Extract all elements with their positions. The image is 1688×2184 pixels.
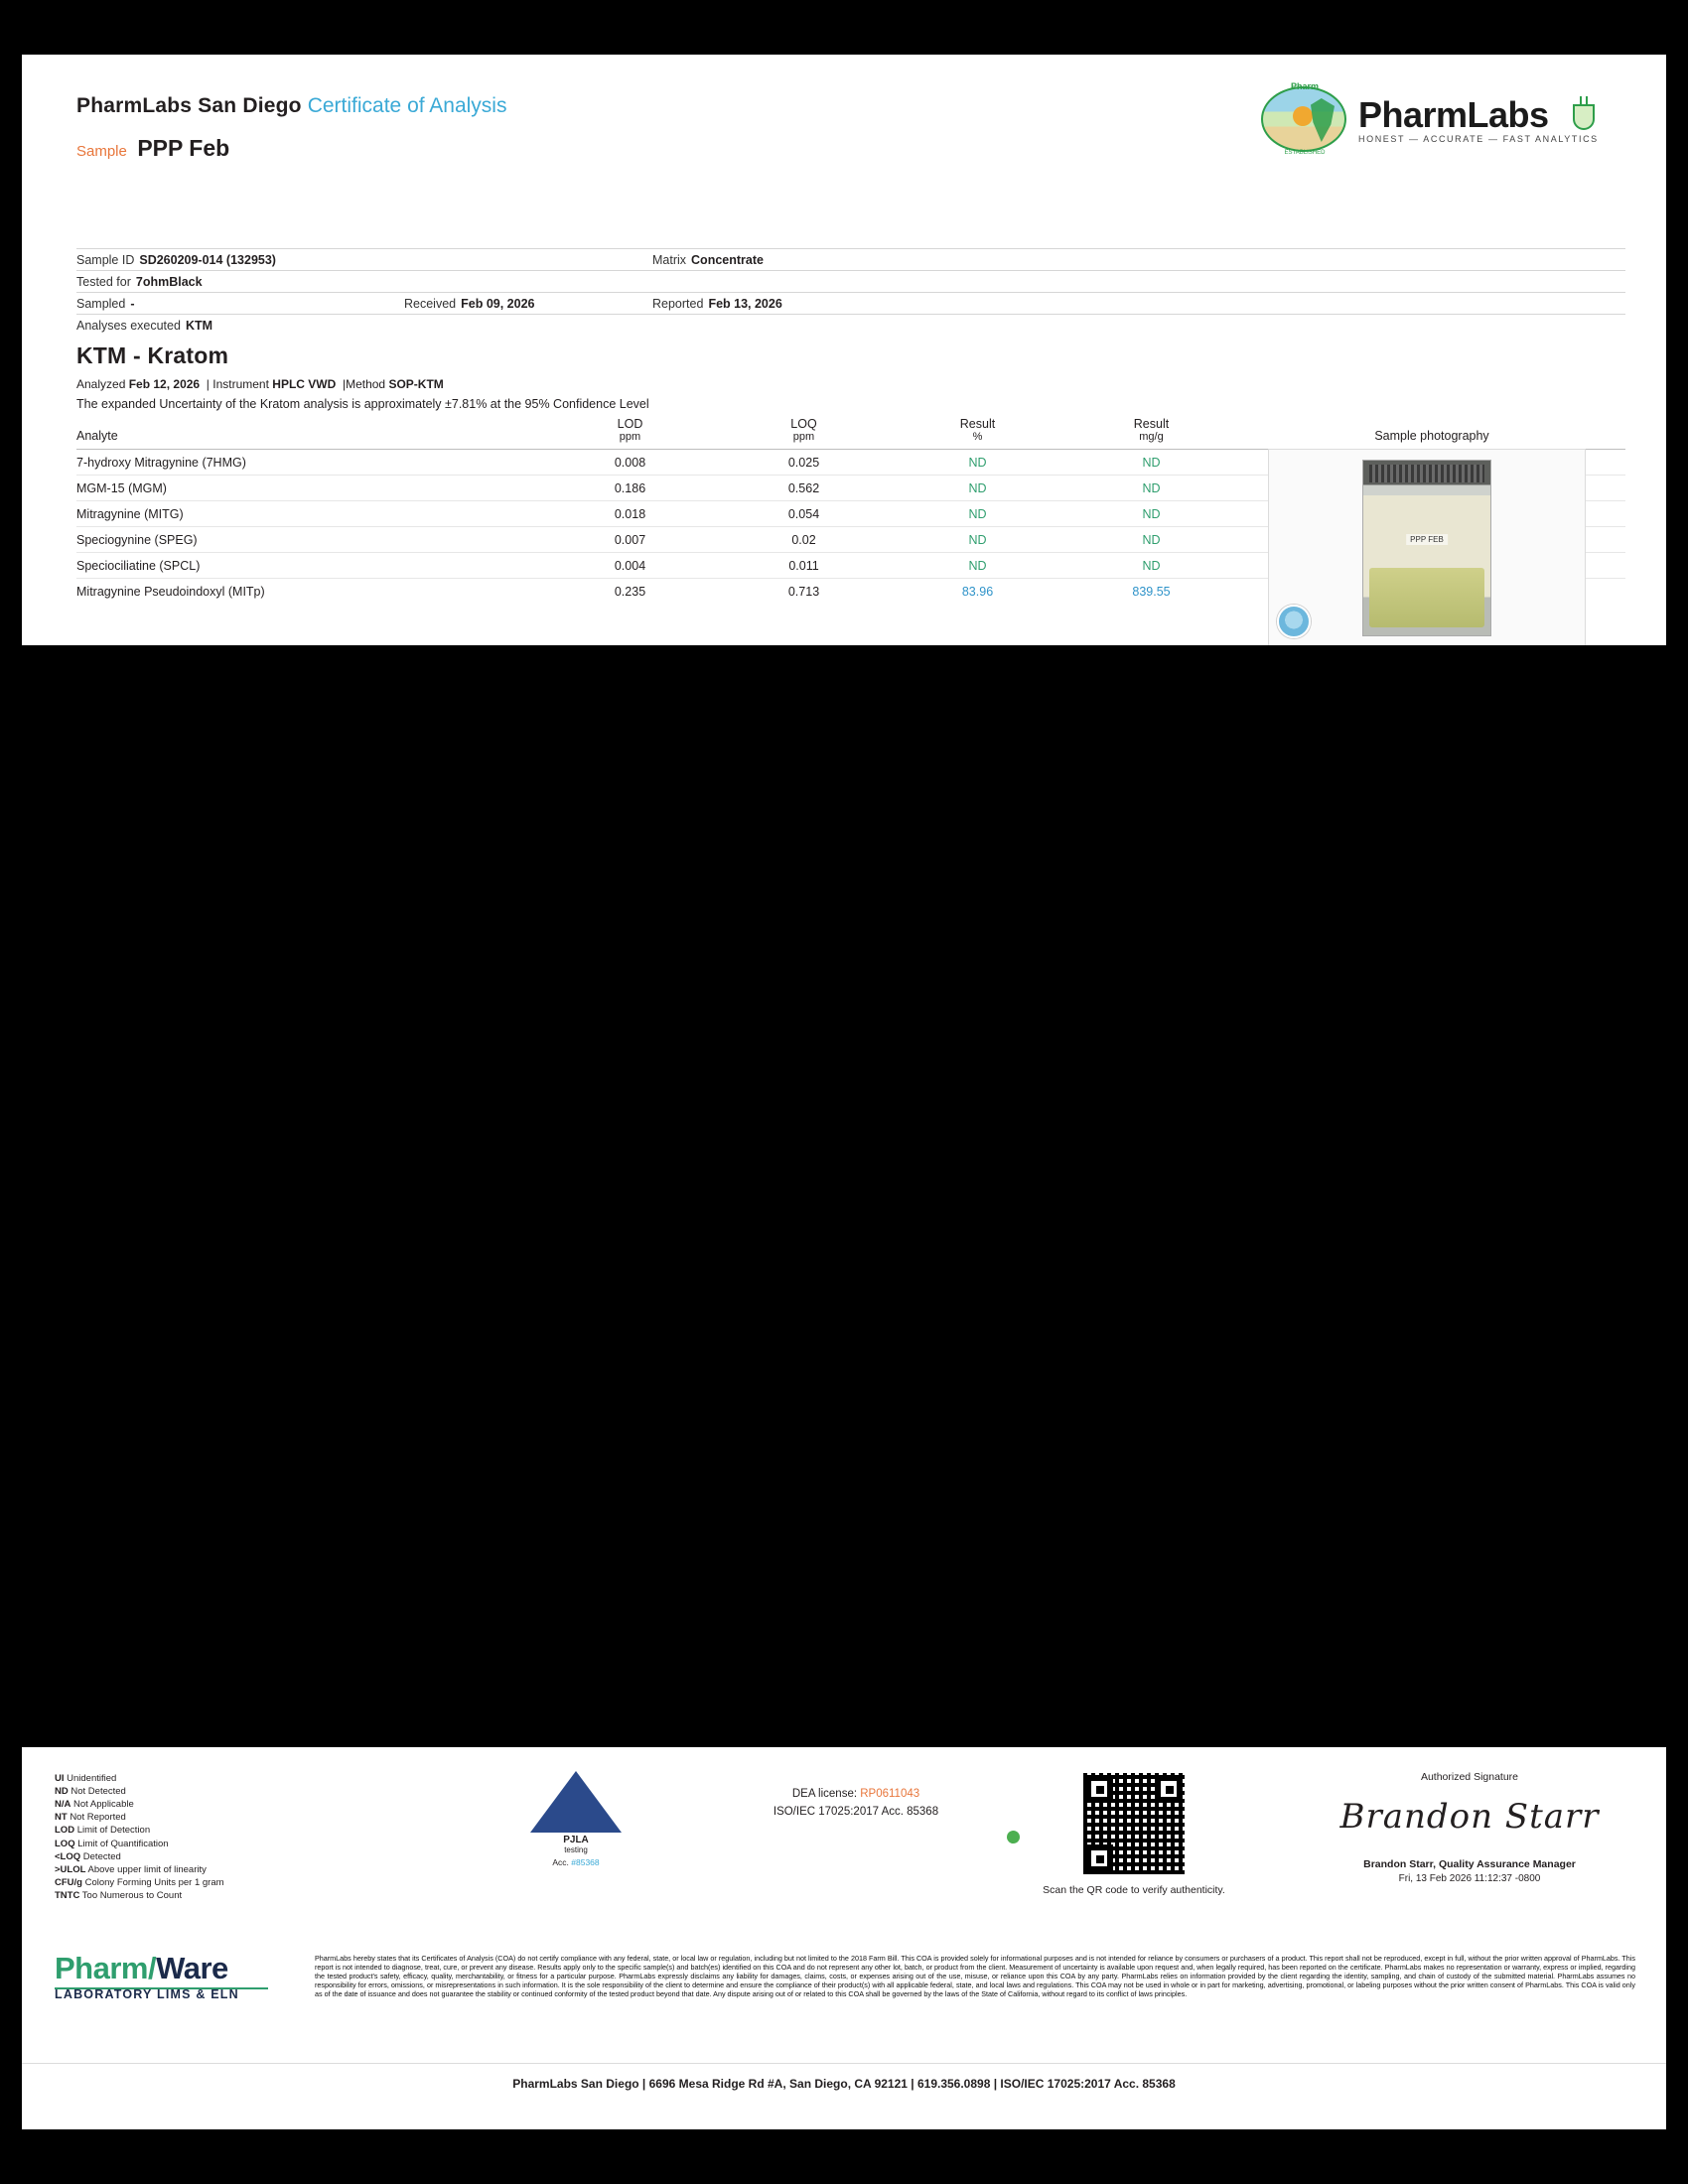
sample-photo-caption: PPP FEB	[1406, 534, 1448, 545]
col-lod: LOD ppm	[543, 417, 717, 443]
instrument-label: Instrument	[212, 377, 269, 391]
cell-result-mgg: ND	[1142, 480, 1161, 495]
logo-tagline: HONEST — ACCURATE — FAST ANALYTICS	[1358, 134, 1599, 144]
dea-license-number: RP0611043	[860, 1788, 920, 1800]
legend-item: TNTC Too Numerous to Count	[55, 1889, 183, 1901]
legend-item: NT Not Reported	[55, 1812, 126, 1824]
wordmark-part2: Labs	[1467, 94, 1549, 135]
pharmware-logo	[55, 1951, 303, 2001]
lab-name: PharmLabs San Diego	[76, 94, 302, 117]
tested-for-value: 7ohmBlack	[135, 275, 203, 289]
cell-loq: 0.025	[787, 455, 820, 470]
legend-block	[55, 1772, 224, 1902]
col-loq: LOQ ppm	[717, 417, 891, 443]
sample-label: Sample	[76, 143, 127, 160]
sample-metadata	[76, 248, 1625, 336]
section-analysis-meta: Analyzed Feb 12, 2026 | Instrument HPLC VWD |Method SOP-KTM	[76, 377, 444, 391]
reported-label: Reported	[652, 297, 704, 311]
meta-row-analyses	[76, 314, 1625, 336]
legend-item: >ULOL Above upper limit of linearity	[55, 1863, 207, 1875]
pharmlabs-logo	[1259, 82, 1636, 157]
method-label: Method	[346, 377, 386, 391]
pharmware-subtitle: LABORATORY LIMS & ELN	[55, 1987, 239, 2001]
pjla-accreditation: Acc. #85368	[552, 1857, 600, 1867]
col-photo: Sample photography	[1374, 429, 1489, 443]
signature-image: Brandon Starr	[1339, 1797, 1600, 1837]
page-body-blank-area	[22, 645, 1666, 1747]
col-analyte: Analyte	[76, 429, 118, 443]
legend-item: LOQ Limit of Quantification	[55, 1838, 169, 1849]
table-header-row	[76, 417, 1625, 450]
pharmlabs-badge-icon	[1259, 82, 1350, 154]
signature-role: Brandon Starr, Quality Assurance Manager	[1363, 1858, 1576, 1870]
received-value: Feb 09, 2026	[461, 297, 535, 311]
cell-analyte: Mitragynine Pseudoindoxyl (MITp)	[76, 584, 265, 599]
cell-result-mgg: ND	[1142, 506, 1161, 521]
legend-item: UI Unidentified	[55, 1773, 117, 1784]
dea-license-block	[707, 1785, 1005, 1822]
cell-analyte: 7-hydroxy Mitragynine (7HMG)	[76, 455, 246, 470]
pharmlabs-wordmark	[1358, 94, 1549, 136]
signature-block	[1306, 1771, 1633, 1884]
col-lod-unit: ppm	[619, 431, 641, 443]
cell-result-percent: 83.96	[961, 584, 994, 599]
analyses-value: KTM	[185, 319, 213, 333]
cell-result-percent: ND	[968, 455, 987, 470]
cell-result-percent: ND	[968, 558, 987, 573]
col-result-mgg: Result mg/g	[1064, 417, 1238, 443]
cell-analyte: MGM-15 (MGM)	[76, 480, 167, 495]
matrix-label: Matrix	[652, 253, 687, 267]
meta-row-tested-for	[76, 270, 1625, 292]
reported-value: Feb 13, 2026	[708, 297, 782, 311]
sample-name: PPP Feb	[137, 135, 230, 161]
qr-caption: Scan the QR code to verify authenticity.	[1043, 1884, 1225, 1896]
cell-loq: 0.02	[791, 532, 816, 547]
tested-for-label: Tested for	[76, 275, 131, 289]
analyses-label: Analyses executed	[76, 319, 181, 333]
cell-loq: 0.054	[787, 506, 820, 521]
cell-loq: 0.562	[787, 480, 820, 495]
sampled-label: Sampled	[76, 297, 126, 311]
footer-address-bar: PharmLabs San Diego | 6696 Mesa Ridge Rd #A, San Diego, CA 92121 | 619.356.0898 | ISO/IEC 17025:2017 Acc. 85368	[22, 2063, 1666, 2091]
flask-icon	[1569, 96, 1599, 132]
cell-lod: 0.235	[614, 584, 646, 599]
cell-result-mgg: ND	[1142, 455, 1161, 470]
qr-code-block[interactable]	[1025, 1771, 1243, 1896]
legend-item: LOD Limit of Detection	[55, 1825, 151, 1837]
cell-loq: 0.713	[787, 584, 820, 599]
qr-code-icon[interactable]	[1081, 1771, 1187, 1876]
legal-disclaimer: PharmLabs hereby states that its Certificates of Analysis (COA) do not certify compliance with any federal, state, or local law or regulation, including but not limited to the 2018 Farm Bill. This COA is provided solely for informational purposes and is not intended for reliance by consumers or purchasers of a product. This report shall not be reproduced, except in full, without the prior written approval of PharmLabs. This report is not intended to diagnose, treat, cure, or prevent any disease. Results apply only to the specific sample(s) and batch(es) identified on this COA and do not represent any other lot, batch, or product from the client. Measurement of uncertainty is available upon request and, when legally required, has been reported on the certificate. PharmLabs makes no representation or warranty, express or implied, regarding the tested product's safety, efficacy, quality, merchantability, or fitness for a particular purpose. PharmLabs expressly disclaims any liability for damages, claims, costs, or expenses arising out of the use, misuse, or reliance upon this COA by any party. PharmLabs relies on information provided by the client regarding the identity, sampling, and chain of custody of the submitted material. PharmLabs assumes no responsibility for errors, omissions, or misrepresentations in such information. It is the sole responsibility of the client to determine and ensure the compliance of their product(s) with all applicable federal, state, and local laws and regulations. This COA may not be used in whole or in part for marketing, advertising, promotional, or labeling purposes without the prior written consent of PharmLabs. This COA is valid only as of the date of issuance and does not guarantee the stability or continued conformity of the tested product beyond that date. Any dispute arising out of or related to this COA shall be governed by the laws of the State of California, without regard to its conflict of laws principles.	[315, 1954, 1635, 1998]
matrix-value: Concentrate	[691, 253, 764, 267]
method-value: SOP-KTM	[388, 377, 444, 391]
analyzed-label: Analyzed	[76, 377, 126, 391]
uncertainty-statement: The expanded Uncertainty of the Kratom analysis is approximately ±7.81% at the 95% Confidence Level	[76, 397, 649, 411]
cell-loq: 0.011	[788, 558, 819, 573]
photo-watermark-icon	[1277, 605, 1311, 638]
cell-result-mgg: ND	[1142, 532, 1161, 547]
signature-header: Authorized Signature	[1420, 1771, 1519, 1783]
sampled-value: -	[130, 297, 135, 311]
cell-analyte: Mitragynine (MITG)	[76, 506, 184, 521]
cell-result-mgg: ND	[1142, 558, 1161, 573]
legend-item: N/A Not Applicable	[55, 1799, 134, 1811]
legend-item: ND Not Detected	[55, 1786, 126, 1798]
badge-top-text: Pharm	[1290, 81, 1319, 91]
col-loq-unit: ppm	[792, 431, 815, 443]
document-type: Certificate of Analysis	[307, 94, 507, 117]
col-result-mgg-unit: mg/g	[1139, 431, 1164, 443]
pjla-accreditation-logo	[516, 1771, 635, 1867]
pjla-triangle-icon	[530, 1771, 622, 1833]
cell-analyte: Speciogynine (SPEG)	[76, 532, 198, 547]
badge-bottom-text: ESTABLISHED	[1284, 150, 1326, 156]
pharmware-wordmark: Pharm/Ware	[55, 1951, 228, 1985]
document-footer	[22, 1747, 1666, 2129]
legend-item: <LOQ Detected	[55, 1850, 121, 1862]
cell-lod: 0.004	[614, 558, 646, 573]
received-label: Received	[404, 297, 457, 311]
pjla-name: PJLA	[563, 1835, 589, 1845]
cell-result-percent: ND	[968, 506, 987, 521]
cell-lod: 0.018	[614, 506, 646, 521]
cell-lod: 0.007	[614, 532, 646, 547]
meta-row-dates	[76, 292, 1625, 314]
section-title: KTM - Kratom	[76, 342, 229, 368]
cell-analyte: Speciociliatine (SPCL)	[76, 558, 201, 573]
meta-row-sample-id	[76, 248, 1625, 270]
cell-lod: 0.186	[614, 480, 646, 495]
iso-accreditation: ISO/IEC 17025:2017 Acc. 85368	[773, 1806, 939, 1819]
legend-item: CFU/g Colony Forming Units per 1 gram	[55, 1876, 224, 1888]
cell-lod: 0.008	[614, 455, 646, 470]
pjla-sub: testing	[564, 1845, 588, 1854]
sample-photo	[1268, 449, 1586, 647]
signature-date: Fri, 13 Feb 2026 11:12:37 -0800	[1398, 1873, 1541, 1884]
col-result-percent-unit: %	[972, 431, 983, 443]
sample-id-value: SD260209-014 (132953)	[139, 253, 276, 267]
analyzed-value: Feb 12, 2026	[128, 377, 201, 391]
col-result-percent: Result %	[891, 417, 1064, 443]
instrument-value: HPLC VWD	[272, 377, 337, 391]
cell-result-mgg: 839.55	[1132, 584, 1171, 599]
cell-result-percent: ND	[968, 532, 987, 547]
cell-result-percent: ND	[968, 480, 987, 495]
sample-id-label: Sample ID	[76, 253, 135, 267]
wordmark-part1: Pharm	[1358, 94, 1468, 135]
dea-license-line: DEA license: RP0611043	[791, 1788, 920, 1800]
